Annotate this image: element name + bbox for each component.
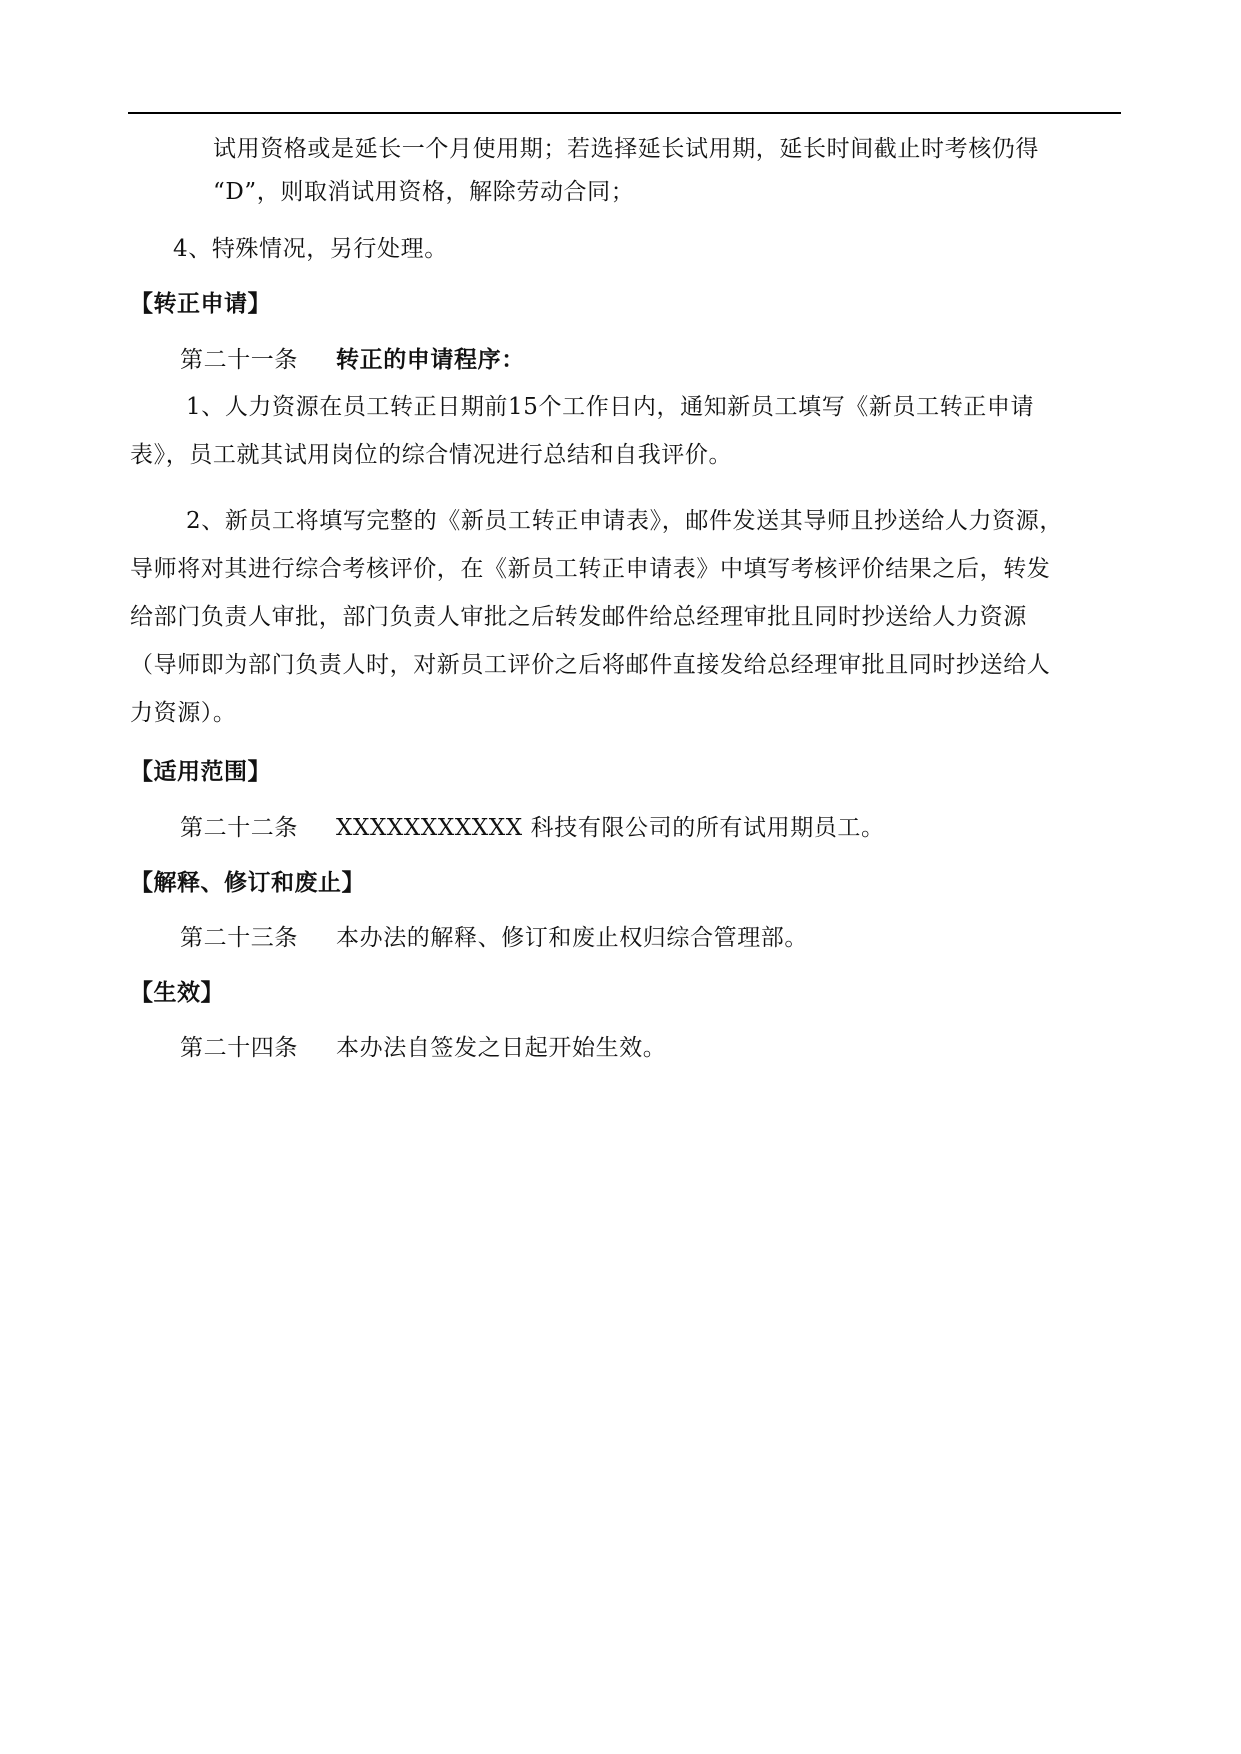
header-rule bbox=[128, 112, 1121, 114]
paragraph-line: （导师即为部门负责人时，对新员工评价之后将邮件直接发给总经理审批且同时抄送给人 bbox=[130, 652, 1051, 678]
section-heading-interpretation: 【解释、修订和废止】 bbox=[130, 870, 365, 896]
paragraph-line: 给部门负责人审批，部门负责人审批之后转发邮件给总经理审批且同时抄送给人力资源 bbox=[130, 604, 1027, 630]
paragraph-line: 导师将对其进行综合考核评价，在《新员工转正申请表》中填写考核评价结果之后，转发 bbox=[130, 556, 1051, 582]
paragraph-line: 1、人力资源在员工转正日期前15个工作日内，通知新员工填写《新员工转正申请 bbox=[186, 394, 1035, 420]
continued-line: “D”，则取消试用资格，解除劳动合同； bbox=[213, 179, 635, 205]
article-text: XXXXXXXXXXX 科技有限公司的所有试用期员工。 bbox=[336, 815, 885, 841]
continued-line: 试用资格或是延长一个月使用期；若选择延长试用期，延长时间截止时考核仍得 bbox=[213, 136, 1039, 162]
article-21 bbox=[180, 345, 525, 375]
article-23 bbox=[180, 923, 808, 953]
item-4: 4、特殊情况，另行处理。 bbox=[173, 236, 448, 262]
paragraph-line: 表》，员工就其试用岗位的综合情况进行总结和自我评价。 bbox=[130, 442, 733, 468]
article-22 bbox=[180, 813, 885, 843]
article-number: 第二十三条 bbox=[180, 925, 298, 951]
paragraph-line: 2、新员工将填写完整的《新员工转正申请表》，邮件发送其导师且抄送给人力资源， bbox=[186, 508, 1063, 534]
article-title: 转正的申请程序： bbox=[336, 347, 525, 373]
article-text: 本办法自签发之日起开始生效。 bbox=[336, 1035, 667, 1061]
article-text: 本办法的解释、修订和废止权归综合管理部。 bbox=[336, 925, 808, 951]
section-heading-scope: 【适用范围】 bbox=[130, 759, 271, 785]
article-24 bbox=[180, 1033, 666, 1063]
section-heading-regularization: 【转正申请】 bbox=[130, 291, 271, 317]
section-heading-effect: 【生效】 bbox=[130, 980, 224, 1006]
article-number: 第二十二条 bbox=[180, 815, 298, 841]
paragraph-line: 力资源）。 bbox=[130, 700, 237, 726]
article-number: 第二十四条 bbox=[180, 1035, 298, 1061]
article-number: 第二十一条 bbox=[180, 347, 298, 373]
